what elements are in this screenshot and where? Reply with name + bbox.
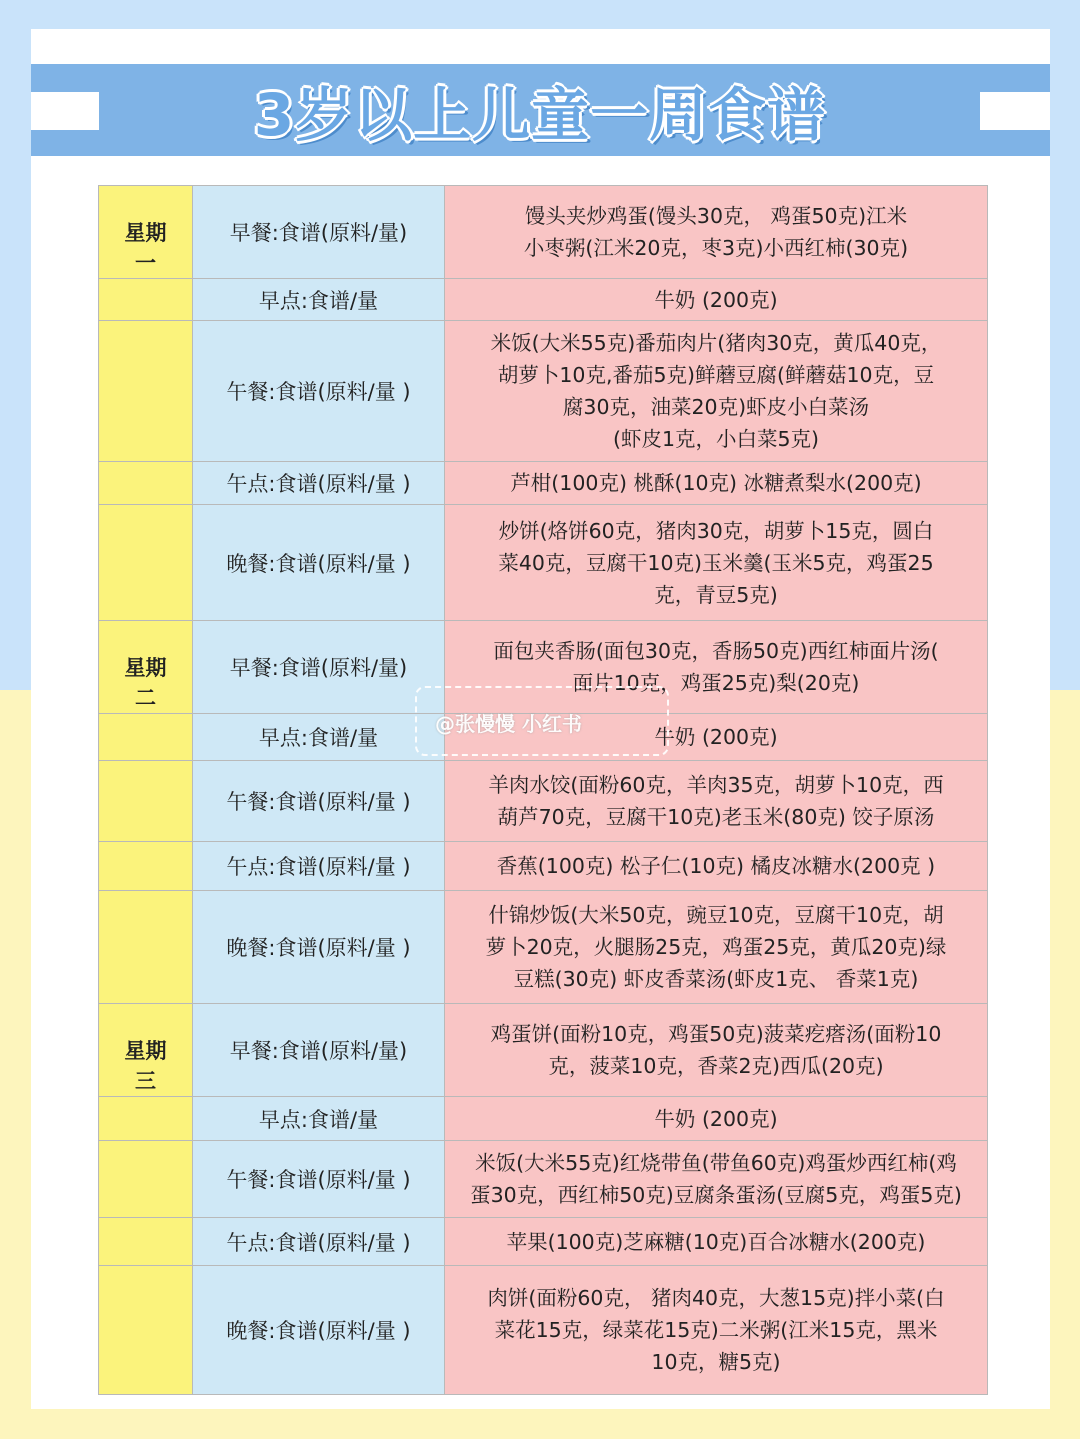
day-label [99, 785, 192, 817]
day-cell [99, 1218, 193, 1266]
day-cell [99, 714, 193, 761]
meal-label: 早餐:食谱(原料/量) [193, 1004, 445, 1097]
meal-label: 早点:食谱/量 [193, 714, 445, 761]
meal-label: 午点:食谱(原料/量 ) [193, 462, 445, 505]
food-description: 米饭(大米55克)番茄肉片(猪肉30克，黄瓜40克， 胡萝卜10克,番茄5克)鲜蘑豆腐(鲜蘑菇10克，豆 腐30克，油菜20克)虾皮小白菜汤 (虾皮1克，小白菜5克) [445, 321, 988, 462]
food-description: 米饭(大米55克)红烧带鱼(带鱼60克)鸡蛋炒西红柿(鸡 蛋30克，西红柿50克)豆腐条蛋汤(豆腐5克，鸡蛋5克) [445, 1141, 988, 1218]
food-description: 牛奶 (200克) [445, 1097, 988, 1141]
day-cell [99, 1141, 193, 1218]
weekly-menu-table [98, 185, 988, 1395]
food-description: 牛奶 (200克) [445, 714, 988, 761]
day-label: 星期 一 [124, 221, 167, 275]
meal-label: 午点:食谱(原料/量 ) [193, 842, 445, 891]
day-label [99, 1226, 192, 1258]
day-label [99, 721, 192, 753]
day-label [99, 1314, 192, 1346]
menu-row [99, 1266, 988, 1395]
food-description: 什锦炒饭(大米50克，豌豆10克，豆腐干10克，胡 萝卜20克，火腿肠25克，鸡蛋25克，黄瓜20克)绿 豆糕(30克) 虾皮香菜汤(虾皮1克、 香菜1克) [445, 891, 988, 1004]
food-description: 馒头夹炒鸡蛋(馒头30克， 鸡蛋50克)江米 小枣粥(江米20克，枣3克)小西红柿(30克) [445, 186, 988, 279]
food-description: 牛奶 (200克) [445, 279, 988, 321]
menu-row [99, 1141, 988, 1218]
day-cell [99, 1266, 193, 1395]
watermark [415, 686, 669, 756]
meal-label: 午餐:食谱(原料/量 ) [193, 761, 445, 842]
day-cell [99, 621, 193, 714]
menu-row [99, 279, 988, 321]
day-label [99, 1103, 192, 1135]
menu-row [99, 1097, 988, 1141]
food-description: 面包夹香肠(面包30克，香肠50克)西红柿面片汤( 面片10克，鸡蛋25克)梨(20克) [445, 621, 988, 714]
day-cell [99, 761, 193, 842]
menu-row [99, 842, 988, 891]
food-description: 羊肉水饺(面粉60克，羊肉35克，胡萝卜10克，西 葫芦70克，豆腐干10克)老玉米(80克) 饺子原汤 [445, 761, 988, 842]
menu-row [99, 321, 988, 462]
day-cell [99, 321, 193, 462]
meal-label: 早餐:食谱(原料/量) [193, 186, 445, 279]
meal-label: 早餐:食谱(原料/量) [193, 621, 445, 714]
day-label: 星期 二 [124, 656, 167, 710]
day-cell [99, 186, 193, 279]
day-label: 星期 三 [124, 1039, 167, 1093]
page-title: 3岁以上儿童一周食谱 [253, 81, 827, 149]
food-description: 鸡蛋饼(面粉10克，鸡蛋50克)菠菜疙瘩汤(面粉10 克，菠菜10克，香菜2克)西瓜(20克) [445, 1004, 988, 1097]
menu-row [99, 891, 988, 1004]
day-label [99, 1163, 192, 1195]
food-description: 苹果(100克)芝麻糖(10克)百合冰糖水(200克) [445, 1218, 988, 1266]
meal-label: 晚餐:食谱(原料/量 ) [193, 891, 445, 1004]
day-label [99, 850, 192, 882]
meal-label: 晚餐:食谱(原料/量 ) [193, 505, 445, 621]
menu-row [99, 761, 988, 842]
banner-notch-left [31, 92, 99, 130]
day-cell [99, 842, 193, 891]
day-cell [99, 891, 193, 1004]
day-label [99, 467, 192, 499]
food-description: 肉饼(面粉60克， 猪肉40克，大葱15克)拌小菜(白 菜花15克，绿菜花15克)二米粥(江米15克，黑米 10克，糖5克) [445, 1266, 988, 1395]
day-cell [99, 462, 193, 505]
day-label [99, 547, 192, 579]
day-cell [99, 505, 193, 621]
day-label [99, 375, 192, 407]
meal-label: 早点:食谱/量 [193, 1097, 445, 1141]
day-cell [99, 279, 193, 321]
banner-notch-right [980, 92, 1050, 130]
food-description: 炒饼(烙饼60克，猪肉30克，胡萝卜15克，圆白 菜40克，豆腐干10克)玉米羹(玉米5克，鸡蛋25 克，青豆5克) [445, 505, 988, 621]
menu-row [99, 462, 988, 505]
menu-row [99, 1004, 988, 1097]
food-description: 芦柑(100克) 桃酥(10克) 冰糖煮梨水(200克) [445, 462, 988, 505]
meal-label: 午餐:食谱(原料/量 ) [193, 1141, 445, 1218]
meal-label: 晚餐:食谱(原料/量 ) [193, 1266, 445, 1395]
food-description: 香蕉(100克) 松子仁(10克) 橘皮冰糖水(200克 ) [445, 842, 988, 891]
menu-row [99, 186, 988, 279]
day-cell [99, 1004, 193, 1097]
watermark-text: @张慢慢 小红书 [435, 712, 582, 736]
day-cell [99, 1097, 193, 1141]
day-label [99, 284, 192, 316]
meal-label: 早点:食谱/量 [193, 279, 445, 321]
meal-label: 午餐:食谱(原料/量 ) [193, 321, 445, 462]
meal-label: 午点:食谱(原料/量 ) [193, 1218, 445, 1266]
menu-row [99, 1218, 988, 1266]
day-label [99, 931, 192, 963]
menu-row [99, 505, 988, 621]
